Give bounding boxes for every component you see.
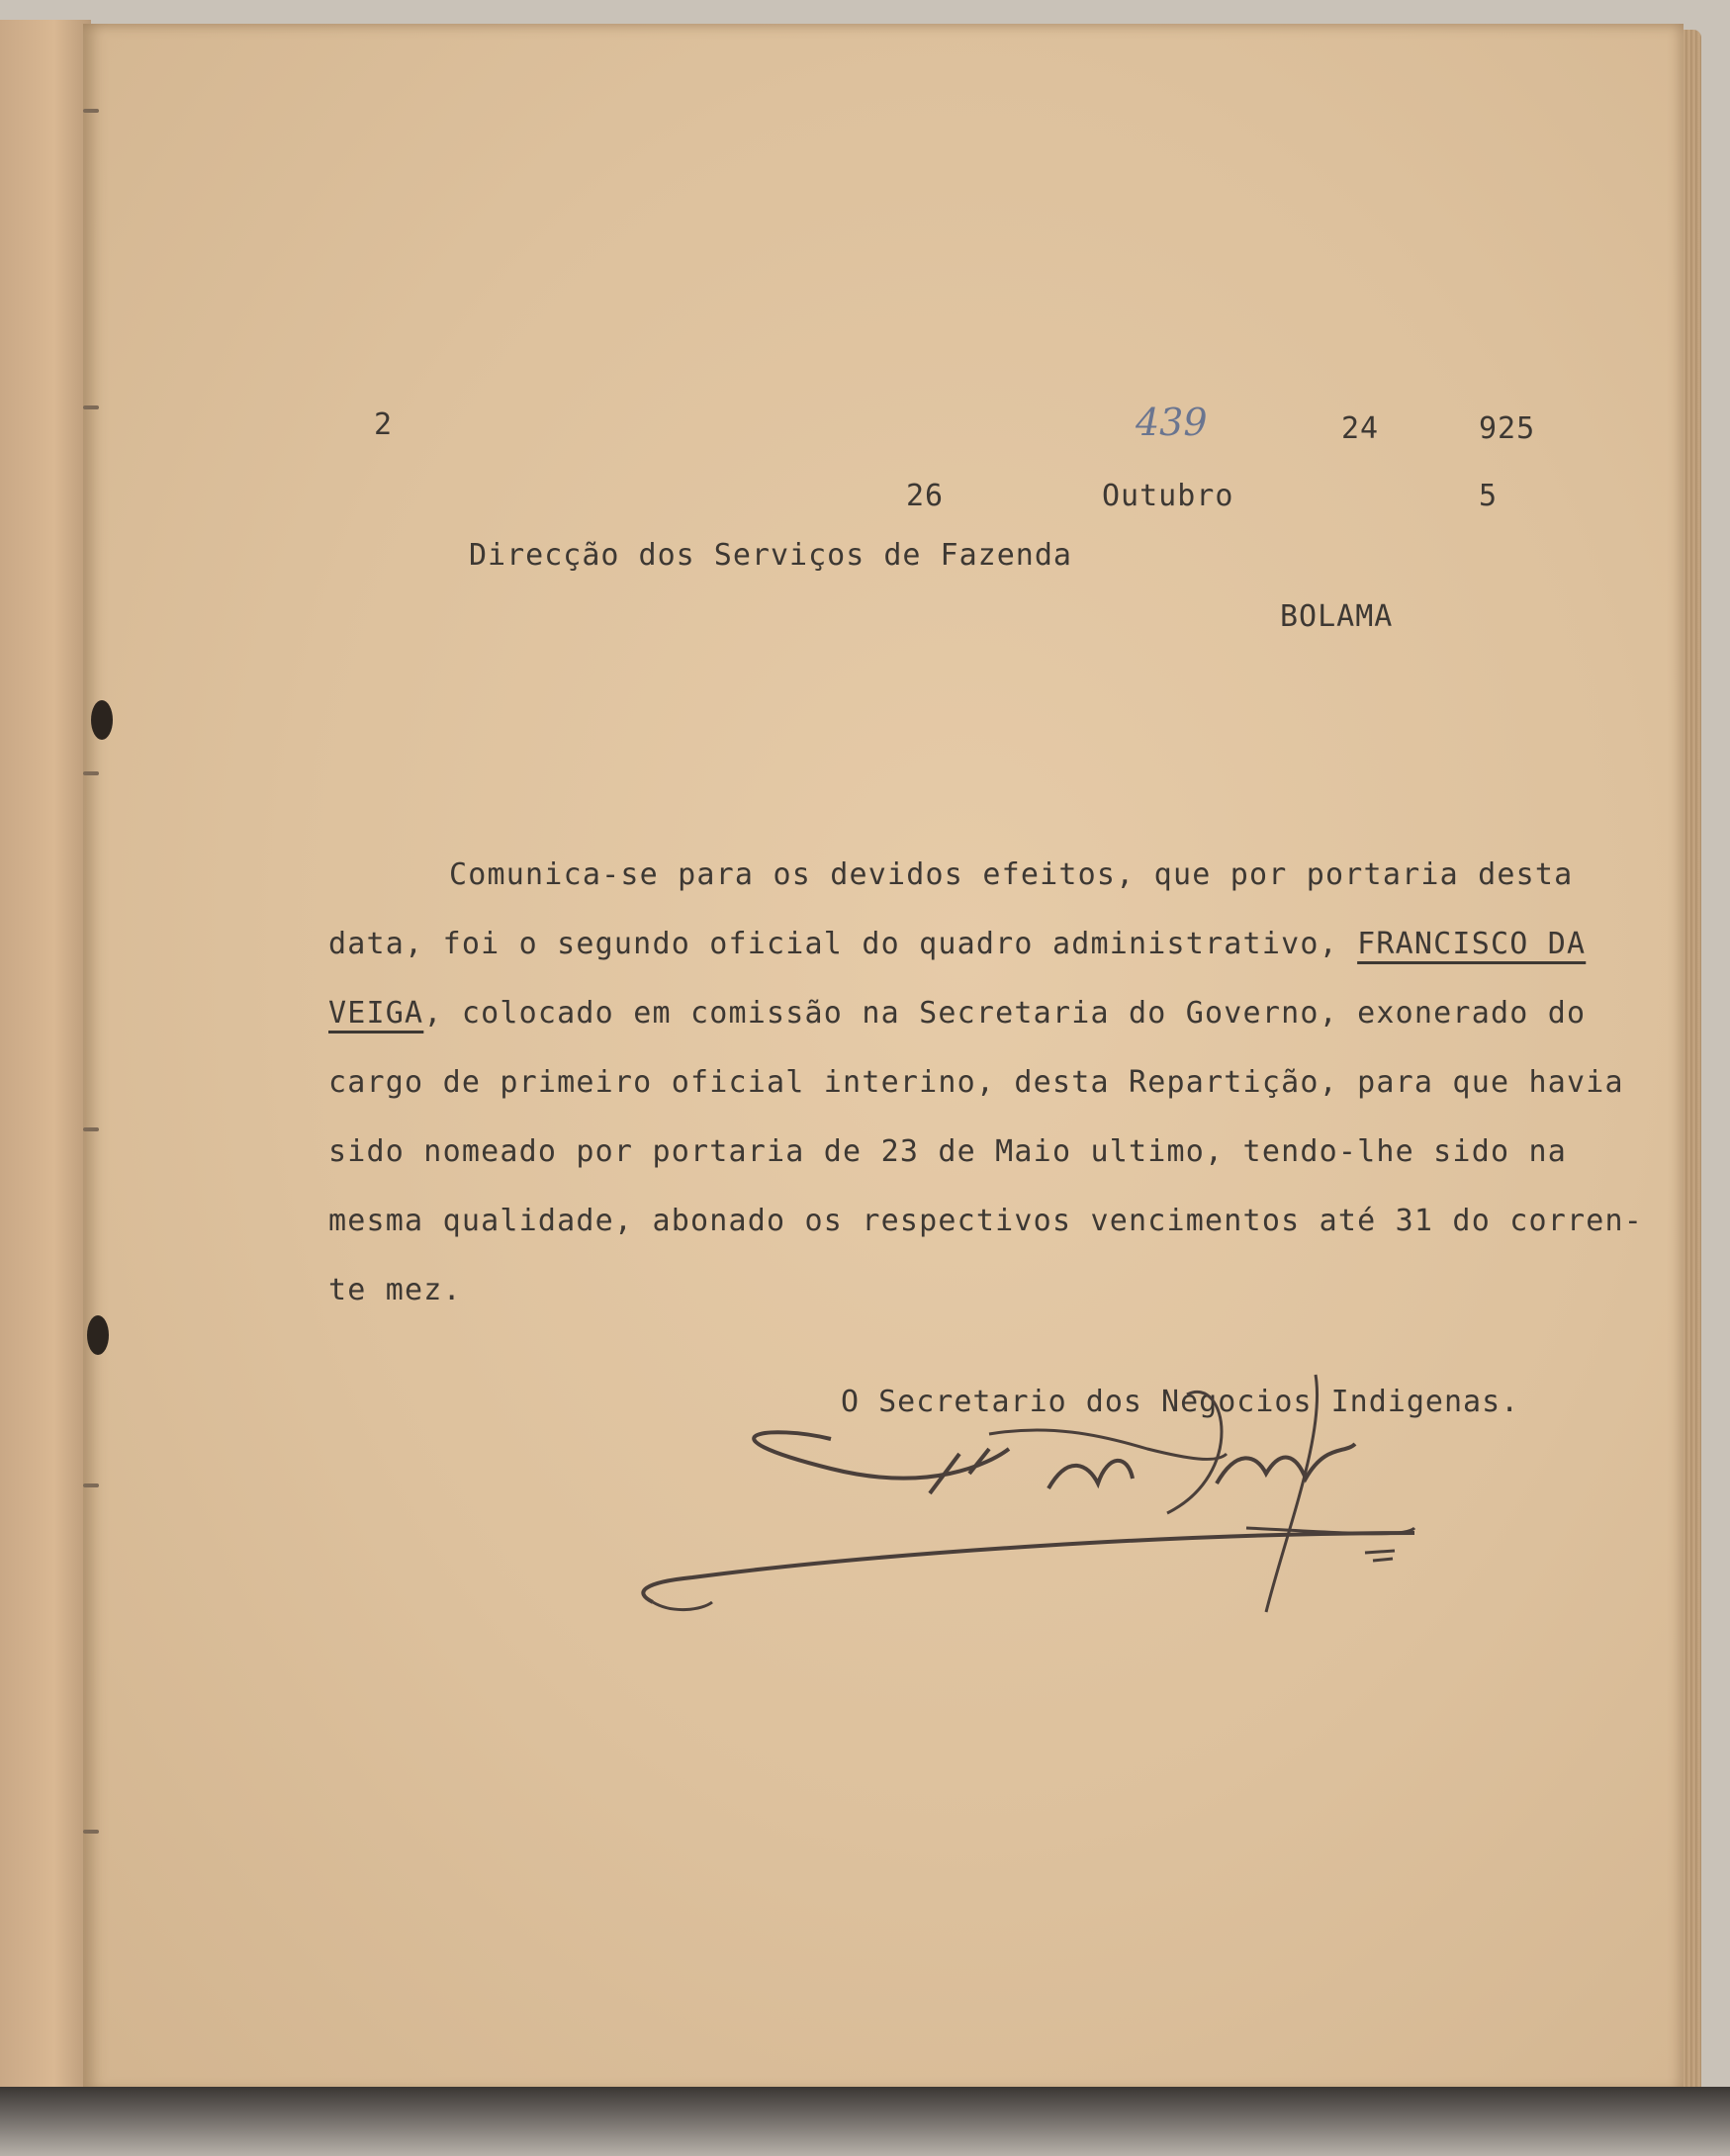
date-month: Outubro — [1102, 479, 1234, 513]
name-underlined-2: VEIGA — [328, 996, 424, 1031]
binding-hole — [91, 700, 113, 740]
binding-stitch — [83, 1483, 99, 1487]
scan-bottom-shadow — [0, 2087, 1730, 2156]
binding-stitch — [83, 1830, 99, 1834]
binding-hole — [87, 1315, 109, 1355]
closing-title: O Secretario dos Negocios Indigenas. — [841, 1385, 1520, 1419]
left-page-edge — [0, 20, 91, 2097]
body-line-5: sido nomeado por portaria de 23 de Maio ultimo, tendo-lhe sido na — [328, 1134, 1567, 1169]
binding-stitch — [83, 109, 99, 113]
letter-body — [328, 841, 1674, 1325]
day-number: 24 — [1341, 411, 1380, 446]
binding-stitch — [83, 1127, 99, 1131]
signature — [633, 1355, 1444, 1632]
body-line-4: cargo de primeiro oficial interino, desta Repartição, para que havia — [328, 1065, 1624, 1100]
name-underlined-1: FRANCISCO DA — [1357, 927, 1587, 961]
binding-stitch — [83, 405, 99, 409]
body-line-2 — [328, 910, 1674, 979]
body-line-6: mesma qualidade, abonado os respectivos vencimentos até 31 do corren- — [328, 1204, 1644, 1238]
body-line-7: te mez. — [328, 1273, 462, 1307]
binding-stitch — [83, 771, 99, 775]
year-number: 925 — [1479, 411, 1536, 446]
body-line-3 — [328, 979, 1674, 1048]
addressee-line: Direcção dos Serviços de Fazenda — [469, 538, 1072, 573]
sheet-number: 2 — [374, 407, 394, 442]
handwritten-number: 439 — [1136, 401, 1208, 444]
body-line-2-text: data, foi o segundo oficial do quadro administrativo, — [328, 927, 1358, 961]
body-line-1: Comunica-se para os devidos efeitos, que por portaria desta — [449, 857, 1574, 892]
date-day: 26 — [906, 479, 945, 513]
date-digit: 5 — [1479, 479, 1499, 513]
addressee-place: BOLAMA — [1280, 599, 1394, 634]
body-line-3-text: , colocado em comissão na Secretaria do Governo, exonerado do — [423, 996, 1587, 1031]
